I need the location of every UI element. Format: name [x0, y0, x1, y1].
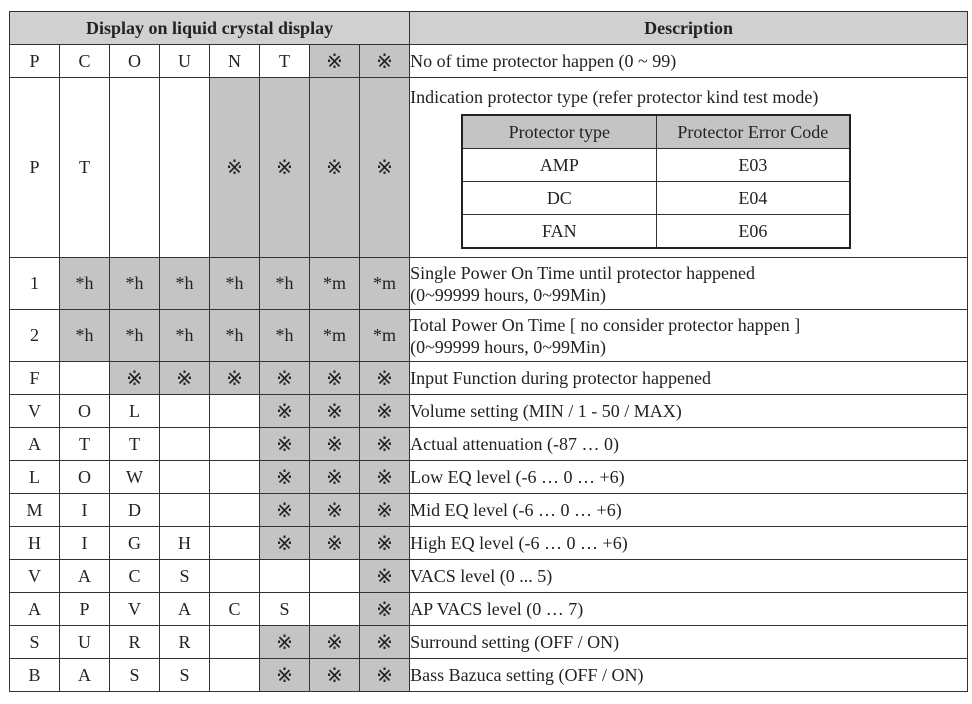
lcd-cell: S — [260, 593, 310, 626]
lcd-cell: T — [110, 428, 160, 461]
lcd-cell-shaded: ※ — [260, 78, 310, 258]
lcd-cell: S — [160, 659, 210, 692]
protector-table-row — [462, 149, 850, 182]
protector-type: AMP — [462, 149, 656, 182]
lcd-cell-shaded: *m — [310, 258, 360, 310]
lcd-cell: C — [210, 593, 260, 626]
lcd-cell-shaded: ※ — [310, 45, 360, 78]
lcd-cell — [210, 494, 260, 527]
lcd-cell — [310, 560, 360, 593]
protector-type-header: Protector type — [462, 115, 656, 149]
lcd-cell — [260, 560, 310, 593]
lcd-cell: M — [10, 494, 60, 527]
lcd-cell: S — [160, 560, 210, 593]
table-row — [10, 310, 968, 362]
lcd-cell-shaded: ※ — [310, 659, 360, 692]
protector-type: FAN — [462, 215, 656, 249]
protector-type-table — [461, 114, 851, 249]
lcd-cell: P — [10, 78, 60, 258]
lcd-cell: C — [60, 45, 110, 78]
table-row — [10, 258, 968, 310]
lcd-cell — [160, 78, 210, 258]
lcd-cell-shaded: *h — [60, 258, 110, 310]
lcd-cell: A — [160, 593, 210, 626]
lcd-cell: G — [110, 527, 160, 560]
lcd-cell-shaded: ※ — [310, 461, 360, 494]
lcd-cell: 1 — [10, 258, 60, 310]
description-cell: Mid EQ level (-6 … 0 … +6) — [410, 494, 968, 527]
lcd-cell: 2 — [10, 310, 60, 362]
lcd-cell-shaded: ※ — [310, 395, 360, 428]
lcd-cell — [210, 527, 260, 560]
lcd-cell: A — [60, 560, 110, 593]
lcd-cell: P — [10, 45, 60, 78]
lcd-cell: R — [110, 626, 160, 659]
lcd-cell: A — [60, 659, 110, 692]
lcd-cell-shaded: ※ — [360, 45, 410, 78]
lcd-cell: F — [10, 362, 60, 395]
lcd-cell-shaded: ※ — [110, 362, 160, 395]
lcd-cell-shaded: *h — [160, 310, 210, 362]
description-cell: No of time protector happen (0 ~ 99) — [410, 45, 968, 78]
lcd-cell-shaded: ※ — [260, 527, 310, 560]
protector-table-header — [462, 115, 850, 149]
lcd-cell — [210, 560, 260, 593]
lcd-cell-shaded: ※ — [360, 78, 410, 258]
lcd-cell-shaded: *h — [160, 258, 210, 310]
description-text: Indication protector type (refer protector kind test mode) — [410, 87, 819, 107]
lcd-cell-shaded: ※ — [210, 362, 260, 395]
lcd-cell: A — [10, 428, 60, 461]
table-row — [10, 362, 968, 395]
lcd-cell: H — [10, 527, 60, 560]
lcd-cell-shaded: *h — [110, 310, 160, 362]
description-cell: Low EQ level (-6 … 0 … +6) — [410, 461, 968, 494]
description-cell: AP VACS level (0 … 7) — [410, 593, 968, 626]
lcd-cell-shaded: ※ — [360, 527, 410, 560]
lcd-cell — [160, 461, 210, 494]
lcd-cell-shaded: *h — [210, 258, 260, 310]
protector-display-table — [9, 11, 968, 692]
description-text: Total Power On Time [ no consider protector happen ] — [410, 314, 801, 335]
lcd-cell-shaded: *h — [60, 310, 110, 362]
lcd-cell-shaded: ※ — [260, 362, 310, 395]
lcd-cell — [160, 395, 210, 428]
lcd-cell-shaded: *m — [310, 310, 360, 362]
table-row — [10, 494, 968, 527]
table-row — [10, 428, 968, 461]
description-column-header: Description — [410, 12, 968, 45]
table-row — [10, 659, 968, 692]
lcd-cell-shaded: *m — [360, 310, 410, 362]
description-range: (0~99999 hours, 0~99Min) — [410, 336, 607, 357]
lcd-cell — [210, 395, 260, 428]
table-row — [10, 560, 968, 593]
lcd-cell: U — [60, 626, 110, 659]
lcd-cell: B — [10, 659, 60, 692]
lcd-cell-shaded: ※ — [260, 626, 310, 659]
lcd-cell-shaded: ※ — [360, 428, 410, 461]
lcd-cell: I — [60, 527, 110, 560]
protector-code: E04 — [656, 182, 850, 215]
lcd-cell-shaded: ※ — [360, 461, 410, 494]
lcd-cell — [160, 494, 210, 527]
lcd-cell-shaded: ※ — [310, 527, 360, 560]
description-cell — [410, 310, 968, 362]
protector-table-row — [462, 182, 850, 215]
lcd-cell — [110, 78, 160, 258]
lcd-cell-shaded: ※ — [310, 362, 360, 395]
lcd-cell-shaded: ※ — [160, 362, 210, 395]
header-row — [10, 12, 968, 45]
description-cell: Actual attenuation (-87 … 0) — [410, 428, 968, 461]
lcd-cell-shaded: ※ — [260, 659, 310, 692]
lcd-cell-shaded: *h — [260, 310, 310, 362]
table-row — [10, 395, 968, 428]
lcd-cell — [210, 626, 260, 659]
protector-code: E03 — [656, 149, 850, 182]
lcd-cell — [210, 659, 260, 692]
lcd-cell: W — [110, 461, 160, 494]
lcd-cell: L — [10, 461, 60, 494]
lcd-cell-shaded: ※ — [310, 626, 360, 659]
lcd-cell-shaded: ※ — [360, 593, 410, 626]
description-range: (0~99999 hours, 0~99Min) — [410, 284, 607, 305]
description-cell: VACS level (0 ... 5) — [410, 560, 968, 593]
lcd-cell: C — [110, 560, 160, 593]
description-text: Single Power On Time until protector happened — [410, 262, 756, 283]
table-row — [10, 78, 968, 258]
display-column-header: Display on liquid crystal display — [10, 12, 410, 45]
lcd-cell: N — [210, 45, 260, 78]
description-cell: Volume setting (MIN / 1 - 50 / MAX) — [410, 395, 968, 428]
description-cell — [410, 258, 968, 310]
lcd-cell-shaded: ※ — [210, 78, 260, 258]
table-row — [10, 461, 968, 494]
lcd-cell — [60, 362, 110, 395]
lcd-cell: V — [10, 395, 60, 428]
protector-type: DC — [462, 182, 656, 215]
lcd-cell-shaded: ※ — [260, 494, 310, 527]
lcd-cell: O — [60, 461, 110, 494]
lcd-cell: V — [110, 593, 160, 626]
lcd-cell-shaded: ※ — [260, 395, 310, 428]
protector-code-header: Protector Error Code — [656, 115, 850, 149]
lcd-cell: L — [110, 395, 160, 428]
protector-table-row — [462, 215, 850, 249]
lcd-cell: T — [60, 78, 110, 258]
table-row — [10, 593, 968, 626]
lcd-cell-shaded: *m — [360, 258, 410, 310]
lcd-cell — [310, 593, 360, 626]
lcd-cell: V — [10, 560, 60, 593]
lcd-cell-shaded: ※ — [260, 428, 310, 461]
lcd-cell-shaded: ※ — [260, 461, 310, 494]
lcd-cell — [160, 428, 210, 461]
lcd-cell: R — [160, 626, 210, 659]
description-cell: Bass Bazuca setting (OFF / ON) — [410, 659, 968, 692]
lcd-cell — [210, 461, 260, 494]
lcd-cell: S — [110, 659, 160, 692]
description-cell: Surround setting (OFF / ON) — [410, 626, 968, 659]
lcd-cell-shaded: *h — [210, 310, 260, 362]
lcd-cell-shaded: ※ — [360, 362, 410, 395]
lcd-cell-shaded: *h — [260, 258, 310, 310]
lcd-cell: T — [260, 45, 310, 78]
table-row — [10, 527, 968, 560]
lcd-cell-shaded: ※ — [310, 494, 360, 527]
lcd-cell: T — [60, 428, 110, 461]
protector-code: E06 — [656, 215, 850, 249]
lcd-cell — [210, 428, 260, 461]
description-cell: Input Function during protector happened — [410, 362, 968, 395]
lcd-cell: U — [160, 45, 210, 78]
lcd-cell: O — [60, 395, 110, 428]
lcd-cell: S — [10, 626, 60, 659]
table-row — [10, 626, 968, 659]
lcd-cell: P — [60, 593, 110, 626]
description-cell: High EQ level (-6 … 0 … +6) — [410, 527, 968, 560]
lcd-cell: D — [110, 494, 160, 527]
lcd-cell: A — [10, 593, 60, 626]
lcd-cell: I — [60, 494, 110, 527]
lcd-cell-shaded: *h — [110, 258, 160, 310]
lcd-cell-shaded: ※ — [360, 659, 410, 692]
lcd-cell: H — [160, 527, 210, 560]
lcd-cell-shaded: ※ — [310, 78, 360, 258]
table-row — [10, 45, 968, 78]
description-cell — [410, 78, 968, 258]
lcd-cell: O — [110, 45, 160, 78]
lcd-cell-shaded: ※ — [360, 560, 410, 593]
lcd-cell-shaded: ※ — [360, 494, 410, 527]
lcd-cell-shaded: ※ — [360, 626, 410, 659]
lcd-cell-shaded: ※ — [360, 395, 410, 428]
lcd-cell-shaded: ※ — [310, 428, 360, 461]
